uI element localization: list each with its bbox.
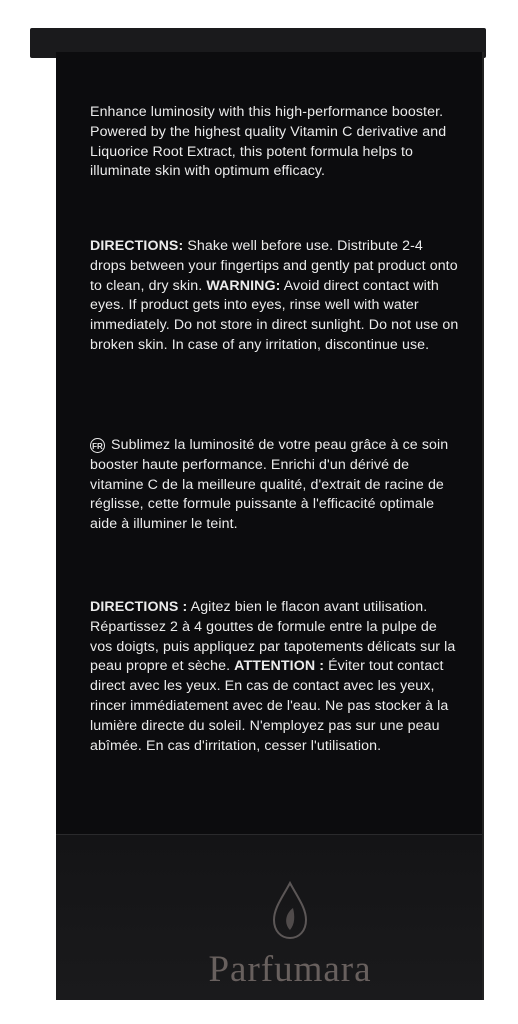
warning-en-label: WARNING: xyxy=(206,277,281,294)
attention-fr-text: Éviter tout contact direct avec les yeux. En cas de contact avec les yeux, rincer immédiatement avec de l'eau. Ne pas stocker à la lumière directe du soleil. N'employez pas sur une peau abîmée. En cas d'irritation, cesser l'utilisation. xyxy=(90,658,449,754)
directions-fr xyxy=(90,598,462,756)
directions-en-label: DIRECTIONS: xyxy=(90,238,184,254)
description-en-text: Enhance luminosity with this high-performance booster. Powered by the highest quality Vitamin C derivative and Liquorice Root Extract, this potent formula helps to illuminate skin with optimum efficacy. xyxy=(90,104,447,180)
directions-en-text: Shake well before use. Distribute 2-4 drops between your fingertips and gently pat product onto to clean, dry skin. xyxy=(90,238,458,294)
description-fr-text: Sublimez la luminosité de votre peau grâce à ce soin booster haute performance. Enrichi d'un dérivé de vitamine C de la meilleure qualité, d'extrait de racine de réglisse, cette formule puissante à l'efficacité optimale aide à illuminer le teint. xyxy=(90,437,449,533)
directions-fr-label: DIRECTIONS : xyxy=(90,599,188,615)
description-en xyxy=(90,103,462,182)
drop-leaf-icon xyxy=(268,880,312,942)
watermark xyxy=(170,880,410,990)
warning-en-text: Avoid direct contact with eyes. If product gets into eyes, rinse well with water immediately. Do not store in direct sunlight. Do not use on broken skin. In case of any irritation, discontinue use. xyxy=(90,277,459,353)
watermark-text: Parfumara xyxy=(208,949,372,990)
product-box-back xyxy=(56,52,484,1000)
directions-fr-text: Agitez bien le flacon avant utilisation. Répartissez 2 à 4 gouttes de formule entre la pulpe de vos doigts, puis appliquez par tapotements délicats sur la peau propre et sèche. xyxy=(90,599,456,675)
description-fr xyxy=(90,436,462,535)
fr-language-badge: FR xyxy=(90,438,105,453)
attention-fr-label: ATTENTION : xyxy=(234,658,325,675)
directions-en xyxy=(90,237,462,356)
